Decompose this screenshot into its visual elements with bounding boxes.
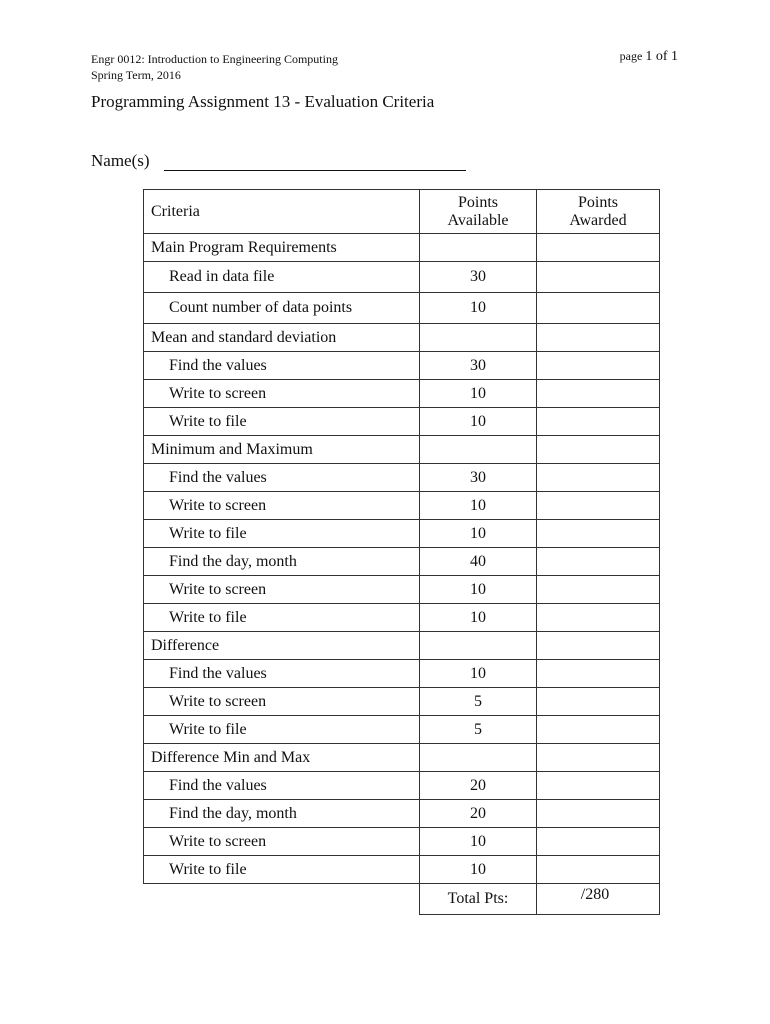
points-available-cell: 10 [420, 293, 537, 324]
points-awarded-cell[interactable] [537, 688, 660, 716]
points-awarded-cell[interactable] [537, 772, 660, 800]
points-available-cell: 10 [420, 380, 537, 408]
points-awarded-cell[interactable] [537, 380, 660, 408]
total-spacer [144, 884, 420, 915]
table-row [144, 688, 660, 716]
points-awarded-cell[interactable] [537, 828, 660, 856]
points-awarded-cell[interactable] [537, 576, 660, 604]
table-row [144, 772, 660, 800]
points-available-cell: 10 [420, 604, 537, 632]
points-available-cell [420, 744, 537, 772]
table-row [144, 856, 660, 884]
name-label: Name(s) [91, 151, 150, 170]
criteria-label: Find the values [144, 660, 420, 688]
criteria-label: Count number of data points [144, 293, 420, 324]
points-available-cell: 10 [420, 856, 537, 884]
total-value[interactable]: /280 [537, 884, 660, 915]
name-field-row [91, 151, 466, 171]
points-awarded-cell[interactable] [537, 856, 660, 884]
points-available-cell: 10 [420, 492, 537, 520]
column-header-criteria: Criteria [144, 190, 420, 234]
points-available-cell: 30 [420, 262, 537, 293]
table-row [144, 716, 660, 744]
points-available-cell: 30 [420, 464, 537, 492]
points-available-cell: 10 [420, 520, 537, 548]
table-row [144, 828, 660, 856]
section-label: Minimum and Maximum [144, 436, 420, 464]
points-awarded-cell[interactable] [537, 716, 660, 744]
table-row [144, 800, 660, 828]
page-title: Programming Assignment 13 - Evaluation Criteria [91, 92, 435, 111]
points-awarded-cell[interactable] [537, 744, 660, 772]
points-awarded-cell[interactable] [537, 464, 660, 492]
term: Spring Term, 2016 [91, 68, 181, 82]
table-header-row [144, 190, 660, 234]
criteria-label: Write to screen [144, 576, 420, 604]
table-row [144, 293, 660, 324]
table-row [144, 262, 660, 293]
points-awarded-cell[interactable] [537, 262, 660, 293]
section-row [144, 234, 660, 262]
points-awarded-cell[interactable] [537, 352, 660, 380]
table-row [144, 520, 660, 548]
page-number: 1 of 1 [645, 49, 678, 64]
table-row [144, 408, 660, 436]
criteria-label: Write to file [144, 856, 420, 884]
points-available-cell [420, 436, 537, 464]
table-row [144, 380, 660, 408]
total-row [144, 884, 660, 915]
points-awarded-cell[interactable] [537, 520, 660, 548]
table-row [144, 464, 660, 492]
points-awarded-cell[interactable] [537, 632, 660, 660]
criteria-label: Write to screen [144, 492, 420, 520]
section-label: Difference Min and Max [144, 744, 420, 772]
table-row [144, 576, 660, 604]
points-available-cell [420, 632, 537, 660]
points-available-cell: 20 [420, 772, 537, 800]
section-row [144, 324, 660, 352]
points-awarded-cell[interactable] [537, 293, 660, 324]
name-blank-line[interactable] [164, 154, 466, 171]
points-awarded-cell[interactable] [537, 324, 660, 352]
criteria-label: Find the day, month [144, 800, 420, 828]
points-available-cell [420, 234, 537, 262]
points-available-cell: 10 [420, 828, 537, 856]
criteria-label: Find the values [144, 772, 420, 800]
points-available-cell: 40 [420, 548, 537, 576]
points-awarded-cell[interactable] [537, 492, 660, 520]
criteria-label: Find the day, month [144, 548, 420, 576]
criteria-label: Write to screen [144, 828, 420, 856]
criteria-label: Find the values [144, 352, 420, 380]
points-available-cell: 10 [420, 576, 537, 604]
points-awarded-cell[interactable] [537, 548, 660, 576]
points-awarded-cell[interactable] [537, 604, 660, 632]
points-available-cell [420, 324, 537, 352]
criteria-label: Write to file [144, 408, 420, 436]
points-available-cell: 10 [420, 660, 537, 688]
criteria-label: Find the values [144, 464, 420, 492]
section-label: Difference [144, 632, 420, 660]
column-header-points-awarded: Points Awarded [537, 190, 660, 234]
points-awarded-cell[interactable] [537, 408, 660, 436]
course-name: Engr 0012: Introduction to Engineering Computing [91, 52, 338, 66]
section-label: Main Program Requirements [144, 234, 420, 262]
criteria-label: Write to file [144, 716, 420, 744]
points-available-cell: 30 [420, 352, 537, 380]
points-available-cell: 5 [420, 716, 537, 744]
points-awarded-cell[interactable] [537, 436, 660, 464]
points-available-cell: 10 [420, 408, 537, 436]
section-label: Mean and standard deviation [144, 324, 420, 352]
document-header [91, 51, 338, 83]
table-row [144, 352, 660, 380]
criteria-label: Write to screen [144, 380, 420, 408]
section-row [144, 744, 660, 772]
evaluation-table [143, 189, 660, 915]
page-indicator [620, 49, 678, 65]
points-awarded-cell[interactable] [537, 660, 660, 688]
column-header-points-available: Points Available [420, 190, 537, 234]
criteria-label: Write to file [144, 604, 420, 632]
points-awarded-cell[interactable] [537, 234, 660, 262]
criteria-label: Write to screen [144, 688, 420, 716]
points-available-cell: 20 [420, 800, 537, 828]
table-row [144, 548, 660, 576]
table-row [144, 492, 660, 520]
criteria-label: Write to file [144, 520, 420, 548]
total-label: Total Pts: [420, 884, 537, 915]
points-available-cell: 5 [420, 688, 537, 716]
page-prefix: page [619, 49, 643, 63]
table-row [144, 604, 660, 632]
section-row [144, 632, 660, 660]
section-row [144, 436, 660, 464]
criteria-label: Read in data file [144, 262, 420, 293]
table-row [144, 660, 660, 688]
points-awarded-cell[interactable] [537, 800, 660, 828]
